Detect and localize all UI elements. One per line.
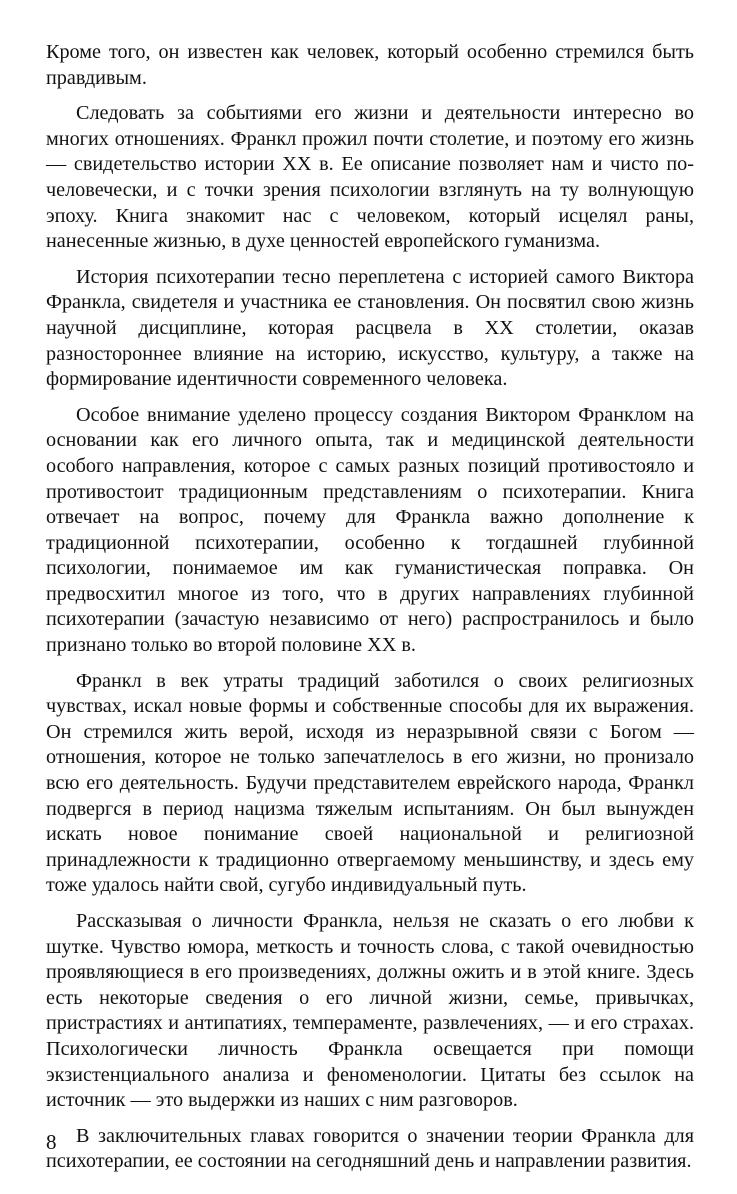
page-body bbox=[46, 40, 694, 1185]
paragraph-psychotherapy-history: История психотерапии тесно переплетена с историей самого Виктора Франкла, свидетеля и участника ее становления. Он посвятил свою жизнь научной дисциплине, которая расцвела в XX столетии, оказав разностороннее влияние на историю, искусство, культуру, а также на формирование идентичности современного человека. bbox=[46, 265, 694, 391]
paragraph-religion: Франкл в век утраты традиций заботился о своих религиозных чувствах, искал новые формы и собственные способы для их выражения. Он стремился жить верой, исходя из неразрывной связи с Богом — отношения, которое не только запечатлелось в его жизни, но пронизало всю его деятельность. Будучи представителем еврейского народа, Франкл подвергся в период нацизма тяжелым испытаниям. Он был вынужден искать новое понимание своей национальной и религиозной принадлежности к традиционно отвергаемому меньшинству, и здесь ему тоже удалось найти свой, сугубо индивидуальный путь. bbox=[46, 669, 694, 897]
page-number: 8 bbox=[46, 1130, 57, 1154]
paragraph-final-chapters: В заключительных главах говорится о значении теории Франкла для психотерапии, ее состоянии на сегодняшний день и направлении развития. bbox=[46, 1124, 694, 1173]
paragraph-continuation: Кроме того, он известен как человек, который особенно стремился быть правдивым. bbox=[46, 41, 694, 89]
paragraph-personality: Рассказывая о личности Франкла, нельзя не сказать о его любви к шутке. Чувство юмора, меткость и точность слова, с такой очевидностью проявляющиеся в его произведениях, должны ожить и в этой книге. Здесь есть некоторые сведения о его личной жизни, семье, привычках, пристрастиях и антипатиях, темпераменте, развлечениях, — и его страхах. Психологически личность Франкла освещается при помощи экзистенциального анализа и феноменологии. Цитаты без ссылок на источник — это выдержки из наших с ним разговоров. bbox=[46, 910, 694, 1112]
paragraph-special-attention: Особое внимание уделено процессу создания Виктором Франклом на основании как его личного опыта, так и медицинской деятельности особого направления, которое с самых разных позиций противостояло и противостоит традиционным представлениям о психотерапии. Книга отвечает на вопрос, почему для Франкла важно дополнение к традиционной психотерапии, особенно к тогдашней глубинной психологии, понимаемое им как гуманистическая поправка. Он предвосхитил многое из того, что в других направлениях глубинной психотерапии (зачастую независимо от него) распространилось и было признано только во второй половине XX в. bbox=[46, 403, 694, 657]
paragraph-life-events: Следовать за событиями его жизни и деятельности интересно во многих отношениях. Франкл прожил почти столетие, и поэтому его жизнь — свидетельство истории XX в. Ее описание позволяет нам и чисто по-человечески, и с точки зрения психологии взглянуть на ту волнующую эпоху. Книга знакомит нас с человеком, который исцелял раны, нанесенные жизнью, в духе ценностей европейского гуманизма. bbox=[46, 102, 694, 253]
